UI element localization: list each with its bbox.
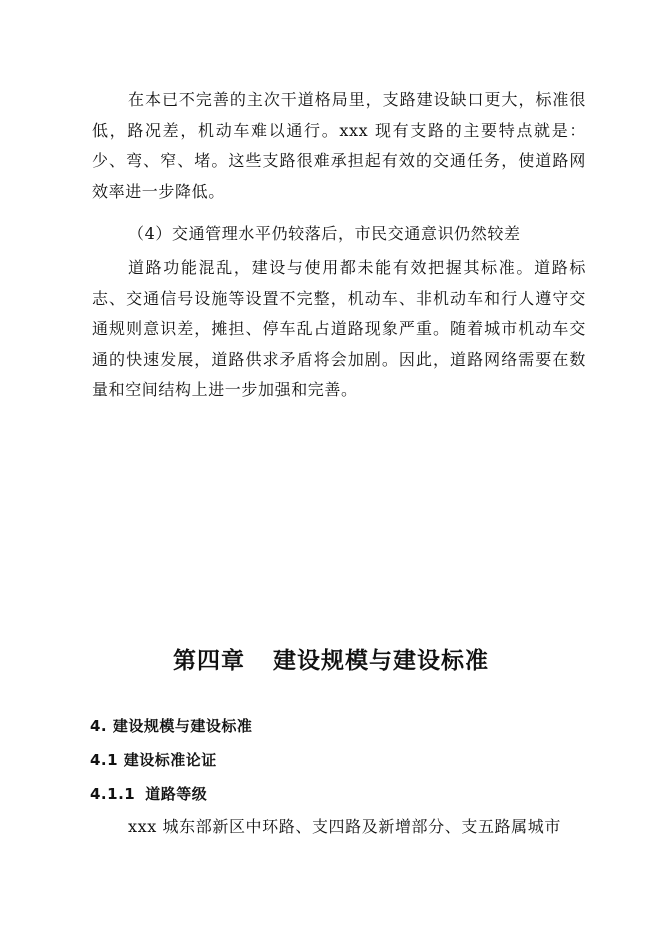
paragraph-road-class: xxx 城东部新区中环路、支四路及新增部分、支五路属城市 [128,817,561,836]
paragraph-road-function: 道路功能混乱，建设与使用都未能有效把握其标准。道路标志、交通信号设施等设置不完整，机动车、非机动车和行人遵守交通规则意识差，摊担、停车乱占道路现象严重。随着城市机动车交通的快速发展，道路供求矛盾将会加剧。因此，道路网络需要在数量和空间结构上进一步加强和完善。 [92,258,586,399]
section-heading-4-1-1 [90,783,207,804]
section-number: 4.1.1 [90,785,136,803]
chapter-name: 建设规模与建设标准 [273,648,489,674]
chapter-number: 第四章 [173,648,245,674]
paragraph-branch-roads: 在本已不完善的主次干道格局里，支路建设缺口更大，标准很低，路况差，机动车难以通行。xxx 现有支路的主要特点就是：少、弯、窄、堵。这些支路很难承担起有效的交通任务，使道路网效率进一步降低。 [92,90,586,201]
section-title: 道路等级 [145,785,208,803]
section-heading-4: 4. 建设规模与建设标准 [90,717,253,735]
chapter-title [0,642,662,675]
paragraph-traffic-management-heading: （4）交通管理水平仍较落后，市民交通意识仍然较差 [128,224,521,243]
section-heading-4-1: 4.1 建设标准论证 [90,751,217,769]
